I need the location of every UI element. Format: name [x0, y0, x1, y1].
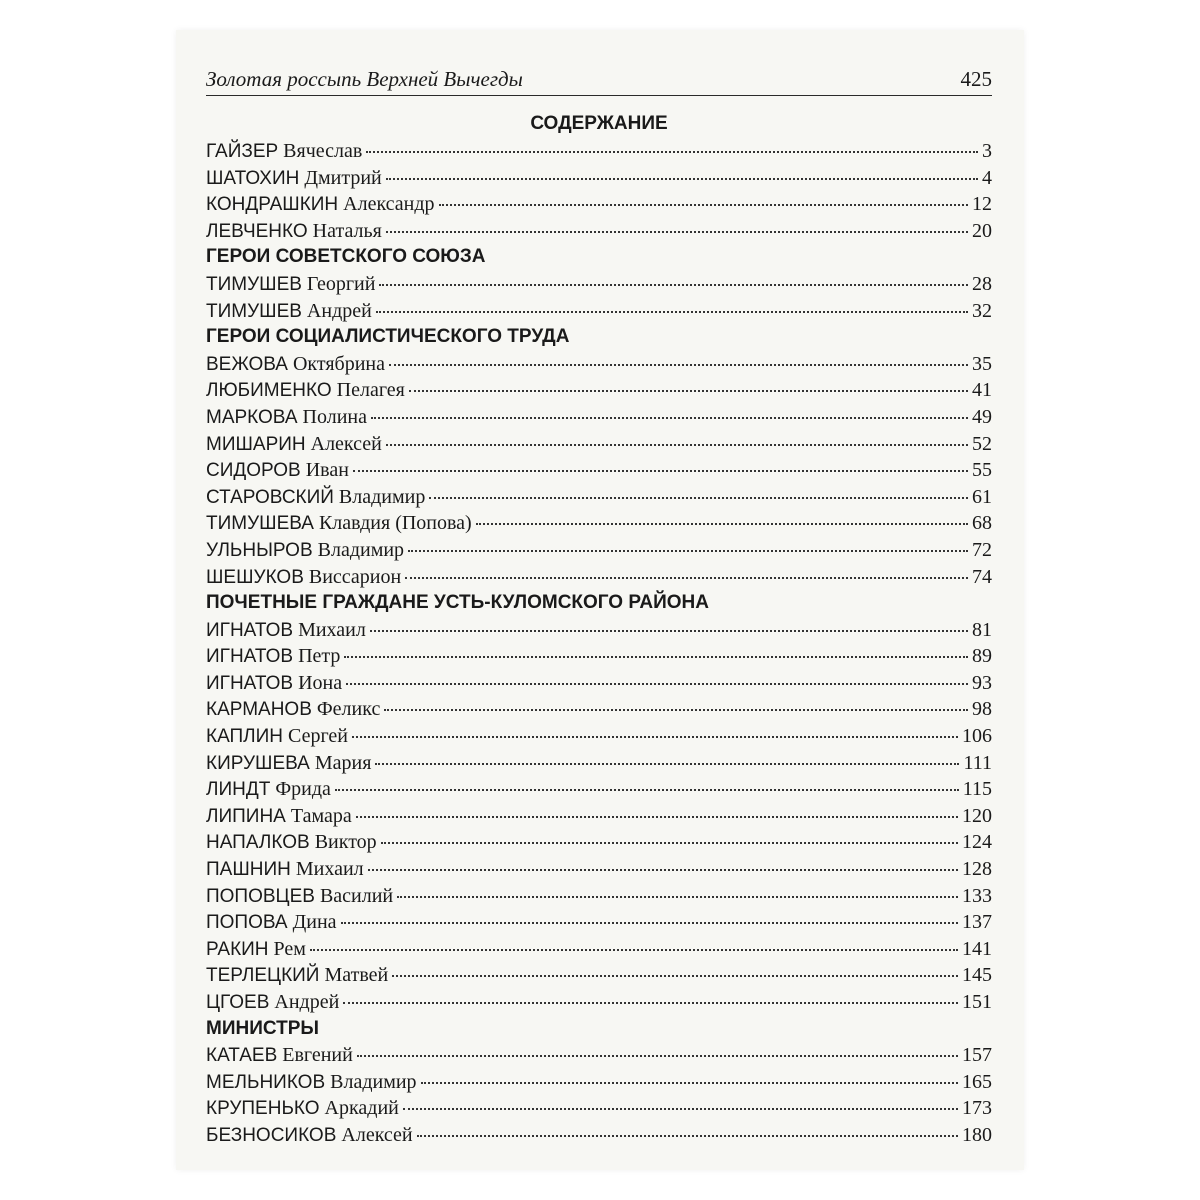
- dot-leader: [386, 178, 978, 180]
- entry-first-name: Вячеслав: [283, 140, 363, 162]
- dot-leader: [386, 231, 968, 233]
- dot-leader: [366, 151, 978, 153]
- entry-page-number: 115: [962, 778, 992, 801]
- toc-entry: [206, 883, 992, 910]
- dot-leader: [357, 1055, 958, 1057]
- entry-surname: ЦГОЕВ: [206, 992, 270, 1013]
- section-heading: МИНИСТРЫ: [206, 1017, 319, 1039]
- entry-page-number: 74: [972, 565, 992, 588]
- entry-page-number: 52: [972, 432, 992, 455]
- entry-surname: МЕЛЬНИКОВ: [206, 1071, 326, 1093]
- entry-first-name: Владимир: [338, 485, 426, 508]
- entry-surname: КОНДРАШКИН: [206, 194, 339, 216]
- toc-entry: [206, 989, 992, 1016]
- entry-surname: НАПАЛКОВ: [206, 832, 310, 854]
- entry-page-number: 35: [972, 352, 992, 375]
- entry-first-name: Полина: [302, 405, 367, 428]
- toc-entry: [206, 351, 992, 378]
- entry-surname: ИГНАТОВ: [206, 619, 294, 641]
- entry-page-number: 165: [962, 1070, 992, 1093]
- entry-page-number: 4: [982, 166, 992, 189]
- entry-first-name: Клавдия (Попова): [318, 512, 472, 535]
- dot-leader: [421, 1082, 958, 1084]
- entry-surname: ТИМУШЕВ: [206, 300, 302, 322]
- entry-page-number: 32: [972, 299, 992, 322]
- entry-page-number: 93: [972, 671, 992, 694]
- entry-first-name: Аркадий: [324, 1097, 399, 1120]
- entry-surname: УЛЬНЫРОВ: [206, 539, 313, 561]
- entry-page-number: 89: [972, 645, 992, 668]
- entry-first-name: Алексей: [310, 432, 382, 455]
- entry-first-name: Виктор: [314, 831, 377, 854]
- dot-leader: [409, 390, 968, 392]
- toc-entry: [206, 165, 992, 192]
- dot-leader: [352, 736, 958, 738]
- entry-first-name: Виссарион: [308, 565, 402, 588]
- entry-first-name: Иван: [305, 459, 349, 482]
- entry-page-number: 20: [972, 219, 992, 242]
- toc-entry: [206, 723, 992, 750]
- toc-entry: [206, 803, 992, 830]
- dot-leader: [368, 869, 958, 871]
- entry-first-name: Дмитрий: [304, 166, 382, 189]
- entry-page-number: 120: [962, 804, 992, 827]
- entry-surname: КАТАЕВ: [206, 1045, 278, 1067]
- toc-entry: [206, 271, 992, 298]
- toc-entry: [206, 191, 992, 218]
- entry-first-name: Андрей: [306, 299, 372, 322]
- entry-first-name: Алексей: [341, 1123, 413, 1146]
- entry-page-number: 141: [962, 937, 992, 960]
- entry-surname: РАКИН: [206, 938, 269, 960]
- entry-surname: ЛИНДТ: [206, 779, 271, 801]
- dot-leader: [386, 444, 968, 446]
- dot-leader: [356, 816, 958, 818]
- entry-page-number: 124: [962, 831, 992, 854]
- entry-page-number: 157: [962, 1044, 992, 1067]
- entry-first-name: Рем: [273, 937, 306, 960]
- entry-first-name: Фрида: [275, 778, 331, 801]
- dot-leader: [397, 896, 958, 898]
- entry-page-number: 98: [972, 698, 992, 721]
- toc-title: СОДЕРЖАНИЕ: [530, 113, 668, 134]
- dot-leader: [389, 364, 968, 366]
- dot-leader: [353, 470, 968, 472]
- dot-leader: [439, 204, 968, 206]
- entry-surname: ЛЕВЧЕНКО: [206, 220, 308, 242]
- table-of-contents: [206, 110, 992, 1149]
- entry-first-name: Феликс: [316, 698, 381, 721]
- dot-leader: [375, 763, 959, 765]
- entry-first-name: Андрей: [274, 991, 340, 1013]
- dot-leader: [381, 842, 958, 844]
- toc-entry: [206, 457, 992, 484]
- running-header: [206, 60, 992, 96]
- entry-page-number: 133: [962, 884, 992, 907]
- toc-entry: [206, 138, 992, 165]
- entry-page-number: 137: [962, 911, 992, 934]
- entry-page-number: 151: [962, 991, 992, 1013]
- entry-surname: ПОПОВЦЕВ: [206, 885, 315, 907]
- entry-first-name: Михаил: [298, 618, 366, 641]
- toc-entry: [206, 1069, 992, 1096]
- entry-surname: СИДОРОВ: [206, 460, 301, 482]
- entry-first-name: Петр: [298, 645, 341, 668]
- entry-first-name: Тамара: [290, 804, 352, 827]
- toc-entry: [206, 776, 992, 803]
- entry-surname: ВЕЖОВА: [206, 353, 288, 375]
- entry-surname: ШАТОХИН: [206, 167, 300, 189]
- entry-page-number: 72: [972, 538, 992, 561]
- entry-surname: ШЕШУКОВ: [206, 566, 304, 588]
- dot-leader: [384, 709, 968, 711]
- toc-entry: [206, 962, 992, 989]
- toc-body: [206, 138, 992, 1149]
- entry-surname: КАПЛИН: [206, 726, 284, 748]
- entry-surname: ПОПОВА: [206, 912, 288, 934]
- entry-page-number: 145: [962, 964, 992, 987]
- toc-entry: [206, 218, 992, 245]
- dot-leader: [417, 1135, 958, 1137]
- dot-leader: [392, 975, 958, 977]
- entry-surname: ПАШНИН: [206, 859, 291, 881]
- dot-leader: [405, 577, 968, 579]
- entry-page-number: 49: [972, 405, 992, 428]
- entry-surname: ИГНАТОВ: [206, 672, 294, 694]
- entry-first-name: Владимир: [317, 538, 405, 561]
- entry-first-name: Пелагея: [336, 379, 405, 402]
- dot-leader: [335, 789, 959, 791]
- entry-surname: КРУПЕНЬКО: [206, 1098, 320, 1120]
- toc-entry: [206, 1122, 992, 1149]
- entry-page-number: 180: [962, 1123, 992, 1146]
- entry-first-name: Сергей: [288, 725, 349, 748]
- entry-page-number: 61: [972, 485, 992, 508]
- toc-entry: [206, 856, 992, 883]
- page-number: 425: [960, 67, 992, 91]
- dot-leader: [371, 417, 968, 419]
- entry-first-name: Иона: [298, 671, 343, 694]
- entry-first-name: Евгений: [282, 1044, 353, 1067]
- entry-first-name: Георгий: [306, 272, 376, 295]
- entry-surname: КИРУШЕВА: [206, 752, 310, 774]
- toc-entry: [206, 1042, 992, 1069]
- toc-entry: [206, 696, 992, 723]
- dot-leader: [346, 683, 968, 685]
- toc-entry: [206, 909, 992, 936]
- entry-first-name: Владимир: [330, 1070, 417, 1093]
- entry-surname: ЛИПИНА: [206, 805, 286, 827]
- entry-page-number: 106: [962, 725, 992, 748]
- entry-surname: ГАЙЗЕР: [206, 141, 279, 162]
- toc-entry: [206, 936, 992, 963]
- entry-first-name: Мария: [314, 751, 372, 774]
- entry-page-number: 12: [972, 193, 992, 216]
- toc-entry: [206, 510, 992, 537]
- entry-surname: КАРМАНОВ: [206, 699, 312, 721]
- toc-entry: [206, 537, 992, 564]
- entry-page-number: 128: [962, 858, 992, 881]
- toc-entry: [206, 564, 992, 591]
- book-title: Золотая россыпь Верхней Вычегды: [206, 67, 523, 91]
- toc-entry: [206, 1095, 992, 1122]
- dot-leader: [376, 311, 968, 313]
- dot-leader: [379, 284, 968, 286]
- entry-first-name: Михаил: [295, 858, 364, 881]
- dot-leader: [408, 550, 968, 552]
- entry-surname: МИШАРИН: [206, 433, 306, 455]
- toc-entry: [206, 298, 992, 325]
- dot-leader: [476, 523, 968, 525]
- entry-surname: ТИМУШЕВА: [206, 513, 314, 535]
- entry-surname: ЛЮБИМЕНКО: [206, 380, 332, 402]
- entry-first-name: Матвей: [324, 964, 389, 987]
- toc-entry: [206, 643, 992, 670]
- dot-leader: [429, 497, 968, 499]
- entry-page-number: 28: [972, 272, 992, 295]
- dot-leader: [370, 630, 968, 632]
- entry-surname: МАРКОВА: [206, 406, 298, 428]
- toc-entry: [206, 431, 992, 458]
- dot-leader: [341, 922, 958, 924]
- section-heading: ГЕРОИ СОЦИАЛИСТИЧЕСКОГО ТРУДА: [206, 326, 570, 348]
- section-heading: ГЕРОИ СОВЕТСКОГО СОЮЗА: [206, 246, 486, 268]
- entry-surname: СТАРОВСКИЙ: [206, 486, 334, 508]
- toc-entry: [206, 829, 992, 856]
- entry-page-number: 41: [972, 379, 992, 402]
- entry-page-number: 55: [972, 459, 992, 482]
- entry-first-name: Октябрина: [292, 352, 385, 375]
- toc-entry: [206, 750, 992, 777]
- entry-page-number: 81: [972, 618, 992, 641]
- entry-first-name: Наталья: [312, 219, 382, 242]
- entry-first-name: Александр: [343, 193, 435, 216]
- entry-page-number: 173: [962, 1097, 992, 1120]
- dot-leader: [310, 949, 958, 951]
- entry-surname: ИГНАТОВ: [206, 646, 294, 668]
- entry-surname: ТЕРЛЕЦКИЙ: [206, 965, 320, 987]
- book-page: [176, 30, 1024, 1170]
- dot-leader: [403, 1108, 958, 1110]
- toc-entry: [206, 670, 992, 697]
- entry-first-name: Василий: [319, 884, 394, 907]
- entry-surname: БЕЗНОСИКОВ: [206, 1124, 337, 1146]
- dot-leader: [344, 656, 968, 658]
- toc-entry: [206, 484, 992, 511]
- entry-page-number: 68: [972, 512, 992, 535]
- toc-entry: [206, 617, 992, 644]
- entry-first-name: Дина: [292, 911, 337, 934]
- section-heading: ПОЧЕТНЫЕ ГРАЖДАНЕ УСТЬ-КУЛОМСКОГО РАЙОНА: [206, 592, 709, 614]
- entry-surname: ТИМУШЕВ: [206, 273, 302, 295]
- entry-page-number: 111: [963, 751, 992, 774]
- toc-entry: [206, 377, 992, 404]
- toc-entry: [206, 404, 992, 431]
- dot-leader: [343, 1002, 958, 1004]
- entry-page-number: 3: [982, 140, 992, 162]
